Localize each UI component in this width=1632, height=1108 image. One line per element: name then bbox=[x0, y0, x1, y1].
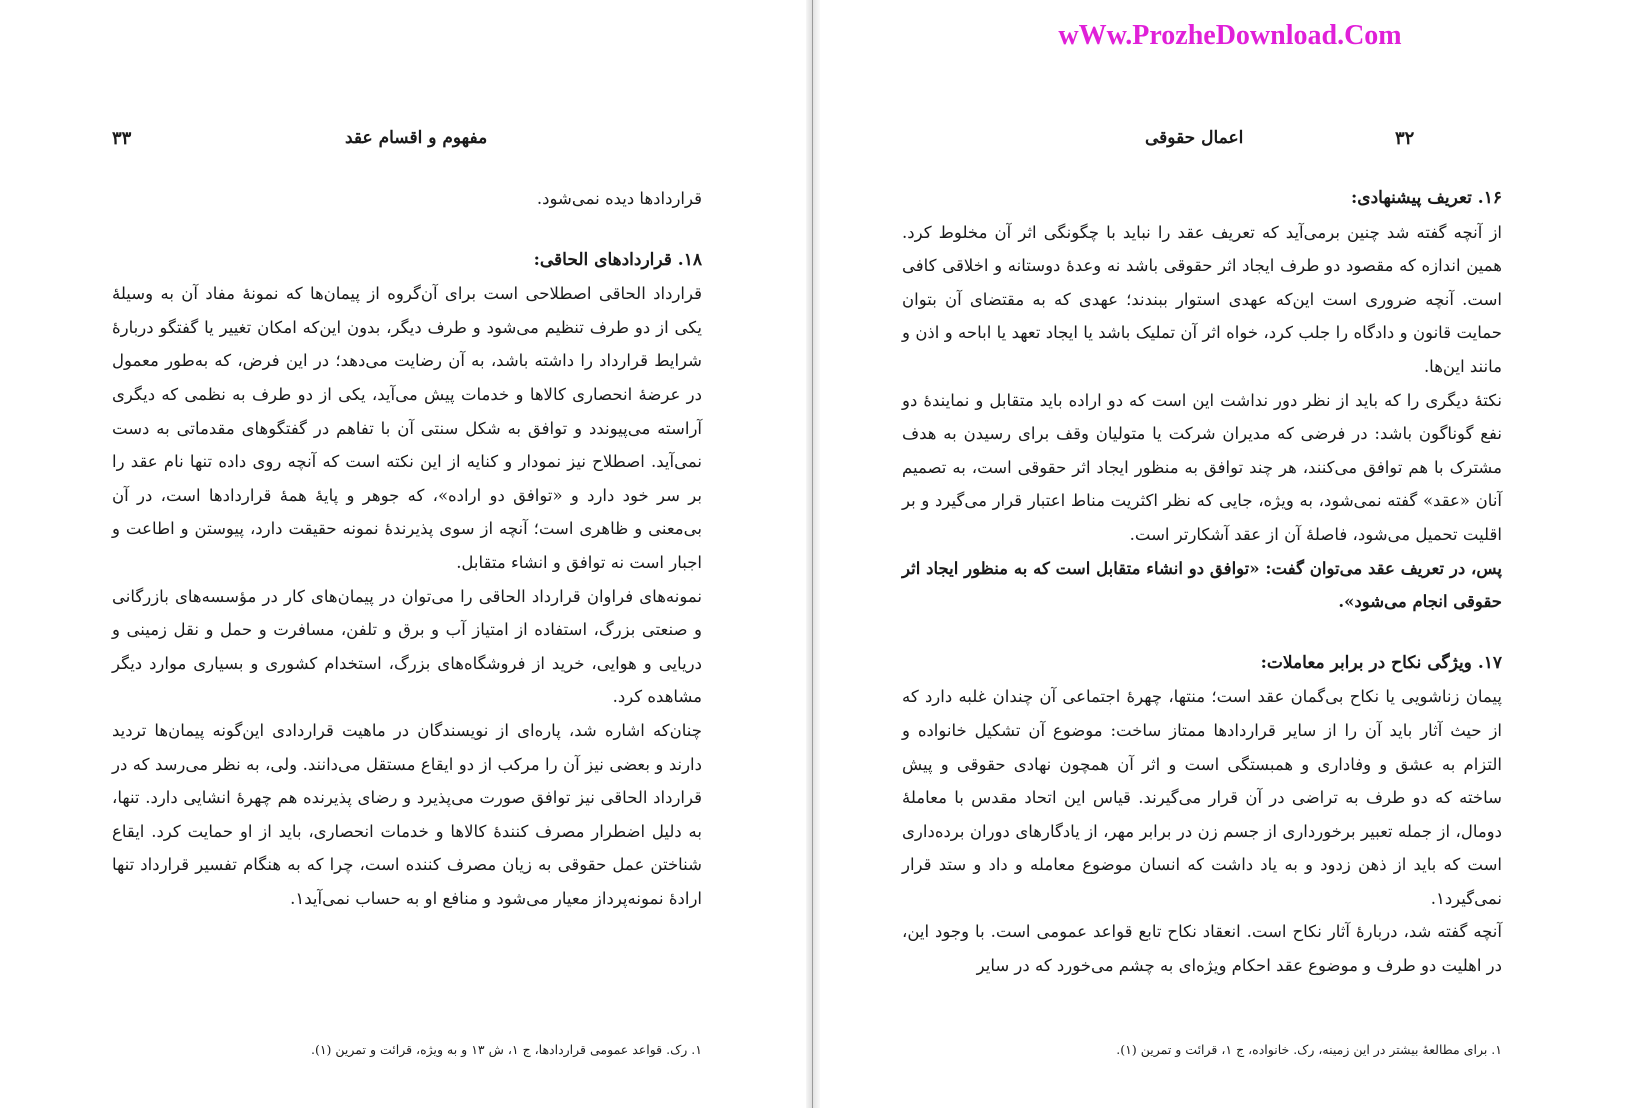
right-page-header bbox=[820, 128, 1632, 160]
paragraph: قرارداد الحاقی اصطلاحی است برای آن‌گروه از پیمان‌ها که نمونهٔ مفاد آن به وسیلهٔ یکی از دو طرف تنظیم می‌شود و طرف دیگر، بدون این‌که امکان تغییر یا گفتگو دربارهٔ شرایط قرارداد را داشته باشد، به آن رضایت می‌دهد؛ در این فرض، که به‌طور معمول در عرضهٔ انحصاری کالاها و خدمات پیش می‌آید، یکی از دو طرف به نظمی که دیگری آراسته می‌پیوندد و توافق به شکل سنتی آن با تفاهم در گفتگوهای مقدماتی به دست نمی‌آید. اصطلاح نیز نمودار و کنایه از این نکته است که آنچه روی داده تنها نام عقد را بر سر خود دارد و «توافق دو اراده»، که جوهر و پایهٔ همهٔ قراردادها است، در آن بی‌معنی و ظاهری است؛ آنچه از سوی پذیرندهٔ نمونه حقیقت دارد، پیوستن و اطاعت و اجبار است نه توافق و انشاء متقابل. bbox=[112, 284, 702, 572]
footnote: ۱. برای مطالعهٔ بیشتر در این زمینه، رک. خانواده، ج ۱، قرائت و تمرین (۱). bbox=[1116, 1042, 1502, 1057]
right-page bbox=[820, 0, 1632, 1108]
left-page-body bbox=[112, 182, 702, 915]
right-page-body bbox=[902, 182, 1502, 983]
page-number: ۳۳ bbox=[112, 128, 132, 149]
watermark: wWw.ProzheDownload.Com bbox=[1058, 20, 1402, 51]
paragraph: پس، در تعریف عقد می‌توان گفت: «توافق دو انشاء متقابل است که به منظور ایجاد اثر حقوقی انجام می‌شود». bbox=[902, 558, 1502, 612]
paragraph: آنچه گفته شد، دربارهٔ آثار نکاح است. انعقاد نکاح تابع قواعد عمومی است. با وجود این، در اهلیت دو طرف و موضوع عقد احکام ویژه‌ای به چشم می‌خورد که در سایر bbox=[902, 922, 1502, 976]
paragraph: نمونه‌های فراوان قرارداد الحاقی را می‌توان در پیمان‌های کار در مؤسسه‌های بازرگانی و صنعتی بزرگ، استفاده از امتیاز آب و برق و تلفن، مسافرت و حمل و نقل زمینی و دریایی و هوایی، خرید از فروشگاه‌های بزرگ، استخدام کشوری و بسیاری موارد دیگر مشاهده کرد. bbox=[112, 586, 702, 707]
running-title: مفهوم و اقسام عقد bbox=[345, 128, 488, 148]
section-heading-18: ۱۸. قراردادهای الحاقی: bbox=[533, 249, 702, 270]
paragraph: چنان‌که اشاره شد، پاره‌ای از نویسندگان در ماهیت قراردادی این‌گونه پیمان‌ها تردید دارند و بعضی نیز آن را مرکب از دو ایقاع مستقل می‌دانند. ولی، به نظر می‌رسد که در قرارداد الحاقی نیز توافق صورت می‌پذیرد و رضای پذیرنده هم چهرهٔ انشایی دارد. تنها، به دلیل اضطرار مصرف کنندهٔ کالاها و خدمات انحصاری، باید از او حمایت کرد. ایقاع شناختن عمل حقوقی به زیان مصرف کننده است، چرا که به هنگام تفسیر قرارداد تنها ارادهٔ نمونه‌پرداز معیار می‌شود و منافع او به حساب نمی‌آید۱. bbox=[112, 720, 702, 908]
section-gap bbox=[902, 619, 1502, 647]
opening-line: قراردادها دیده نمی‌شود. bbox=[536, 189, 702, 208]
paragraph: از آنچه گفته شد چنین برمی‌آید که تعریف عقد را نباید با چگونگی اثر آن مخلوط کرد. همین اندازه که مقصود دو طرف ایجاد اثر حقوقی باشد نه وعدهٔ دوستانه و اخلاقی کافی است. آنچه ضروری است این‌که عهدی استوار ببندند؛ عهدی که به مقتضای آن بتوان حمایت قانون و دادگاه را جلب کرد، خواه اثر آن تملیک باشد یا ایجاد تعهد یا اباحه و اذن و مانند این‌ها. bbox=[902, 222, 1502, 376]
running-title: اعمال حقوقی bbox=[1145, 128, 1244, 148]
page-number: ۳۲ bbox=[1395, 128, 1415, 149]
book-gutter bbox=[806, 0, 820, 1108]
section-gap bbox=[112, 216, 702, 244]
paragraph: پیمان زناشویی یا نکاح بی‌گمان عقد است؛ منتها، چهرهٔ اجتماعی آن چندان غلبه دارد که از حیث آثار باید آن را از سایر قراردادها ممتاز ساخت: موضوع آن تشکیل خانواده و التزام به عشق و وفاداری و همبستگی است و اثر آن همچون نهادی حقوقی و پیش ساخته که دو طرف به تراضی در آن قرار می‌گیرند. قیاس این اتحاد مقدس با معاملهٔ دومال، از جمله تعبیر برخورداری از جسم زن در برابر مهر، از یادگارهای دوران برده‌داری است که باید از ذهن زدود و به یاد داشت که انسان موضوع معامله و داد و ستد قرار نمی‌گیرد۱. bbox=[902, 687, 1502, 908]
paragraph: نکتهٔ دیگری را که باید از نظر دور نداشت این است که دو اراده باید متقابل و نمایندهٔ دو نفع گوناگون باشد: در فرضی که مدیران شرکت یا متولیان وقف برای رسیدن به هدف مشترک با هم توافق می‌کنند، هر چند توافق به منظور ایجاد اثر حقوقی است، به تصمیم آنان «عقد» گفته نمی‌شود، به ویژه، جایی که نظر اکثریت مناط اعتبار قرار می‌گیرد و بر اقلیت تحمیل می‌شود، فاصلهٔ آن از عقد آشکارتر است. bbox=[902, 390, 1502, 544]
footnote: ۱. رک. قواعد عمومی قراردادها، ج ۱، ش ۱۳ و به ویژه، قرائت و تمرین (۱). bbox=[310, 1042, 702, 1057]
section-heading-17: ۱۷. ویژگی نکاح در برابر معاملات: bbox=[1260, 652, 1502, 673]
section-heading-16: ۱۶. تعریف پیشنهادی: bbox=[1351, 188, 1502, 208]
gutter-divider bbox=[812, 0, 813, 1108]
left-page-header bbox=[0, 128, 806, 160]
left-page bbox=[0, 0, 806, 1108]
